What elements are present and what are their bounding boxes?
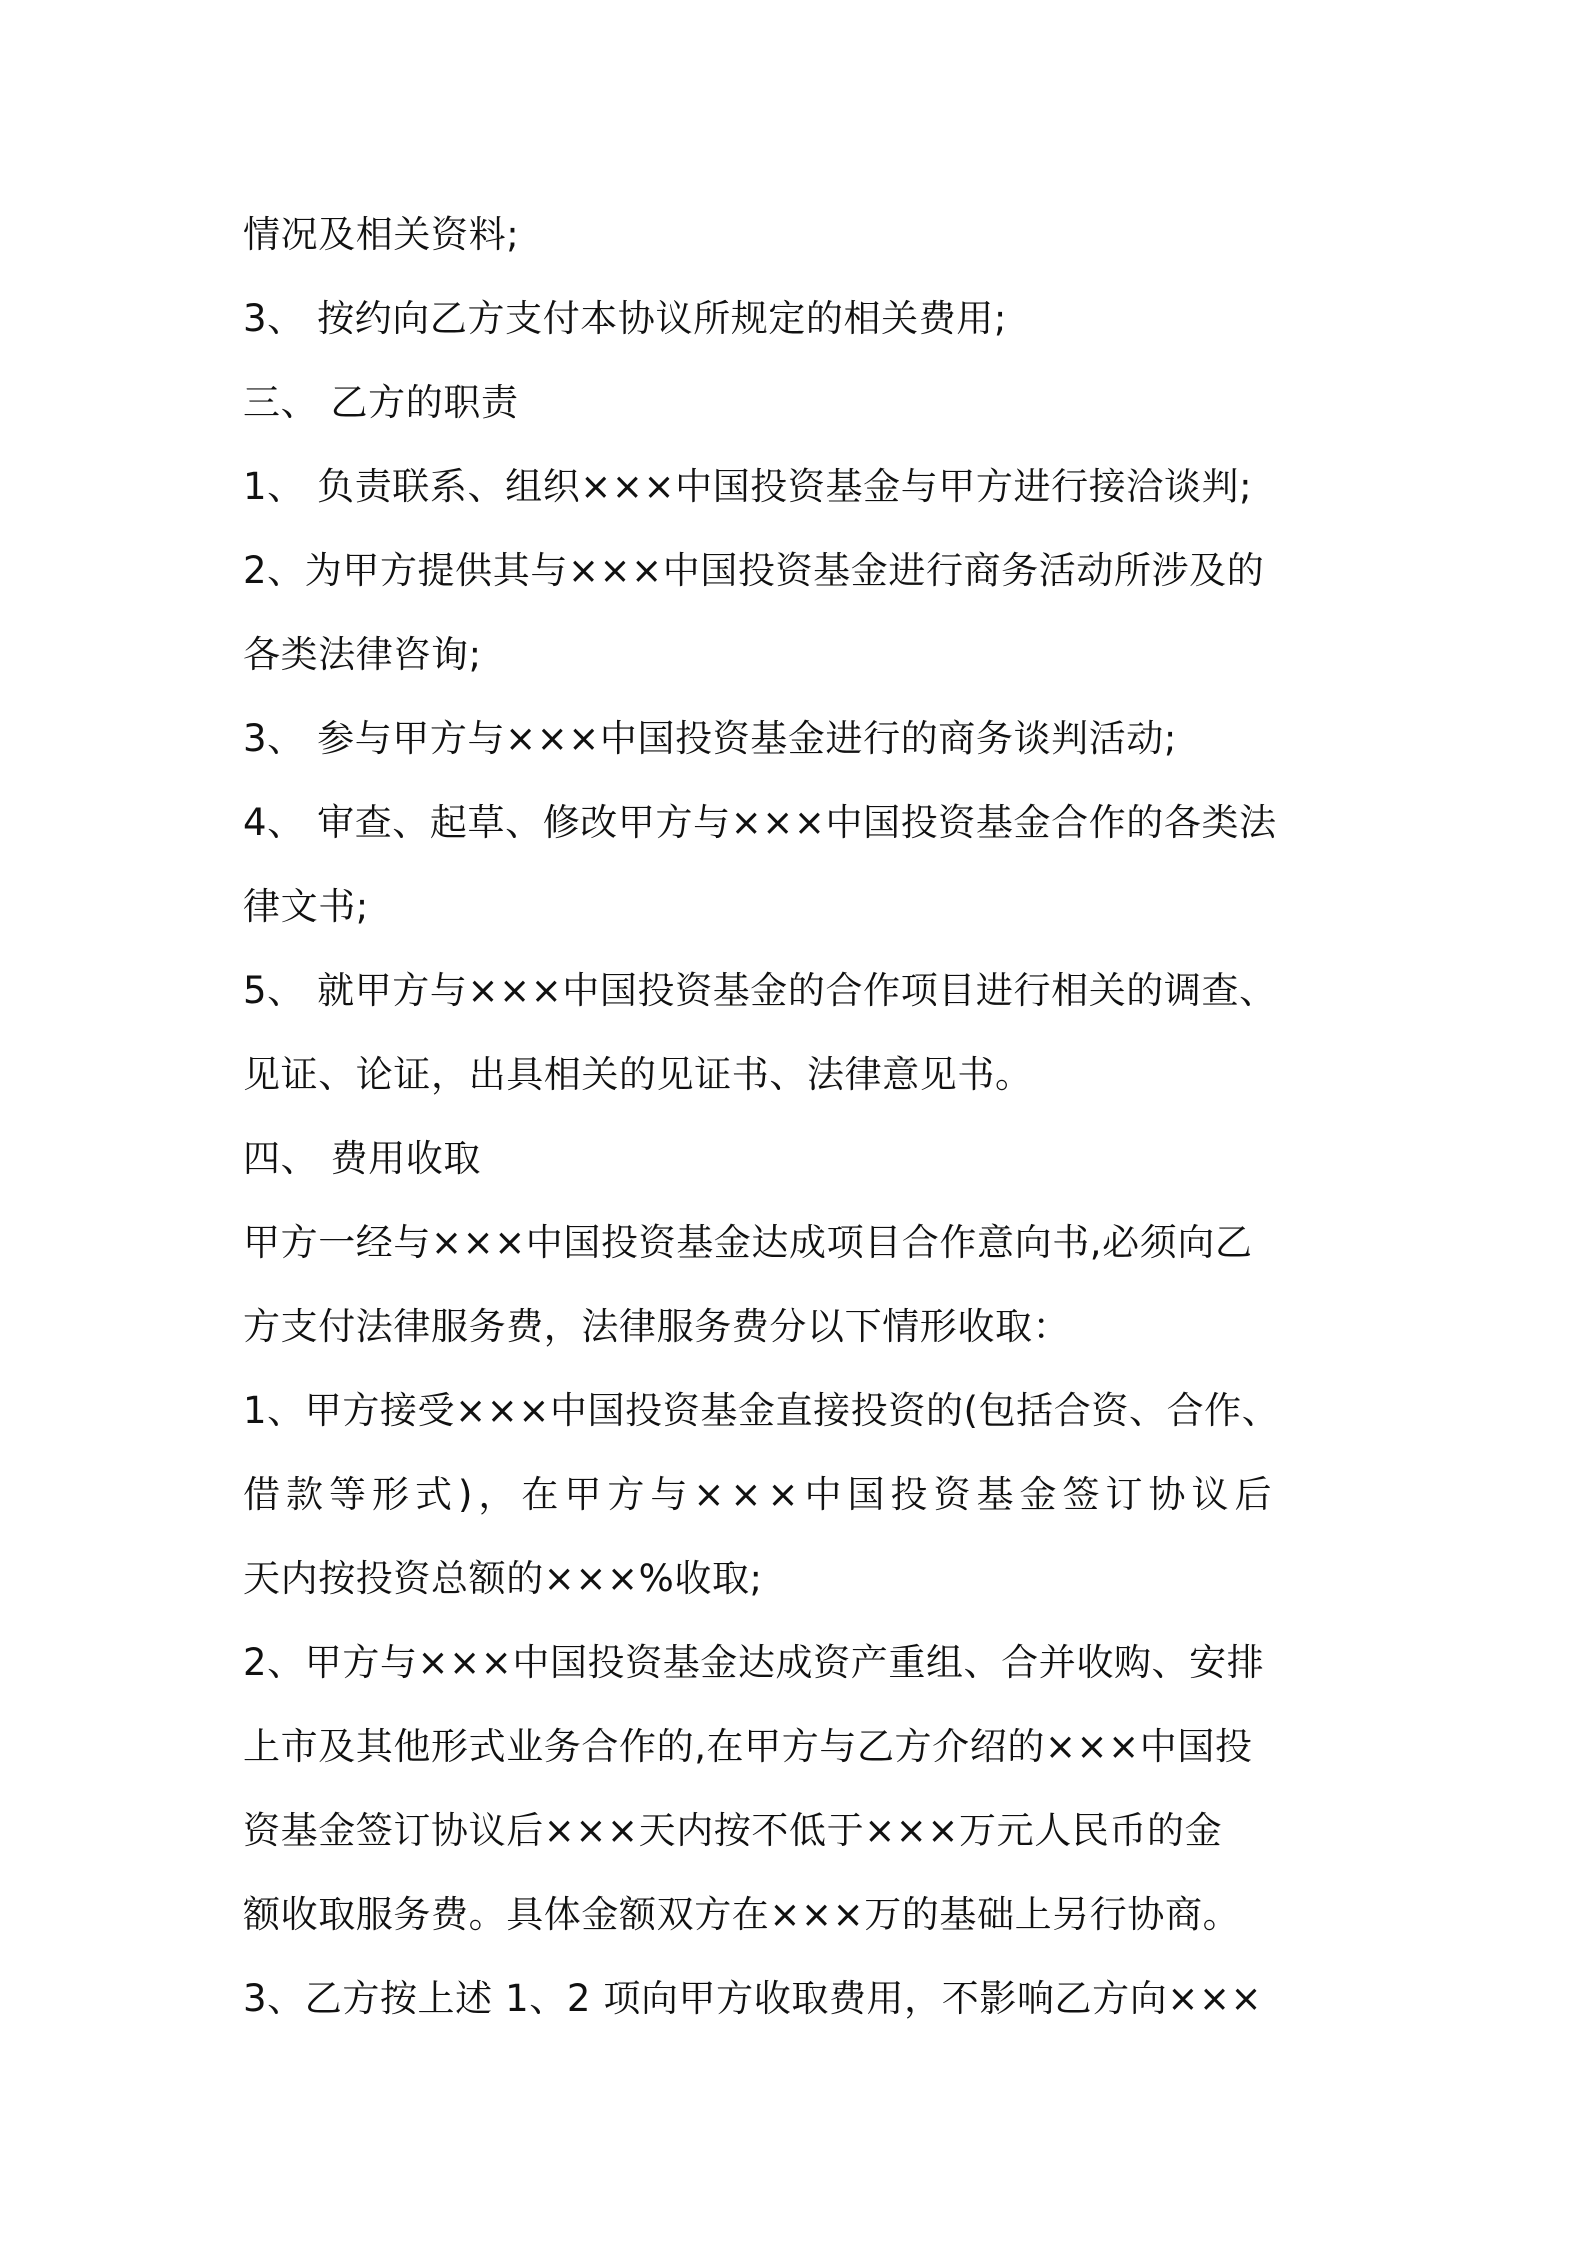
document-body (243, 193, 1363, 2041)
text-line: 2、甲方与×××中国投资基金达成资产重组、合并收购、安排 (243, 1641, 1265, 1684)
text-line: 3、 按约向乙方支付本协议所规定的相关费用; (243, 297, 1007, 340)
text-line: 4、 审查、起草、修改甲方与×××中国投资基金合作的各类法 (243, 801, 1277, 844)
text-line: 资基金签订协议后×××天内按不低于×××万元人民币的金 (243, 1809, 1223, 1852)
text-line: 律文书; (243, 885, 369, 928)
section-heading: 三、 乙方的职责 (243, 381, 519, 424)
section-heading: 四、 费用收取 (243, 1137, 481, 1180)
text-line: 情况及相关资料; (243, 213, 520, 256)
text-line: 天内按投资总额的×××%收取; (243, 1557, 763, 1600)
text-line: 1、甲方接受×××中国投资基金直接投资的(包括合资、合作、 (243, 1389, 1280, 1432)
text-line: 1、 负责联系、组织×××中国投资基金与甲方进行接洽谈判; (243, 465, 1253, 508)
text-line: 3、乙方按上述 1、2 项向甲方收取费用，不影响乙方向××× (243, 1977, 1263, 2020)
text-line: 借款等形式)，在甲方与×××中国投资基金签订协议后 (243, 1473, 1278, 1516)
text-line: 2、为甲方提供其与×××中国投资基金进行商务活动所涉及的 (243, 549, 1265, 592)
text-line: 上市及其他形式业务合作的,在甲方与乙方介绍的×××中国投 (243, 1725, 1253, 1768)
text-line: 见证、论证，出具相关的见证书、法律意见书。 (243, 1053, 1033, 1096)
text-line: 方支付法律服务费，法律服务费分以下情形收取： (243, 1305, 1071, 1348)
text-line: 3、 参与甲方与×××中国投资基金进行的商务谈判活动; (243, 717, 1177, 760)
text-line: 甲方一经与×××中国投资基金达成项目合作意向书,必须向乙 (243, 1221, 1253, 1264)
text-line: 5、 就甲方与×××中国投资基金的合作项目进行相关的调查、 (243, 969, 1277, 1012)
text-line: 各类法律咨询; (243, 633, 482, 676)
text-line: 额收取服务费。具体金额双方在×××万的基础上另行协商。 (243, 1893, 1241, 1936)
